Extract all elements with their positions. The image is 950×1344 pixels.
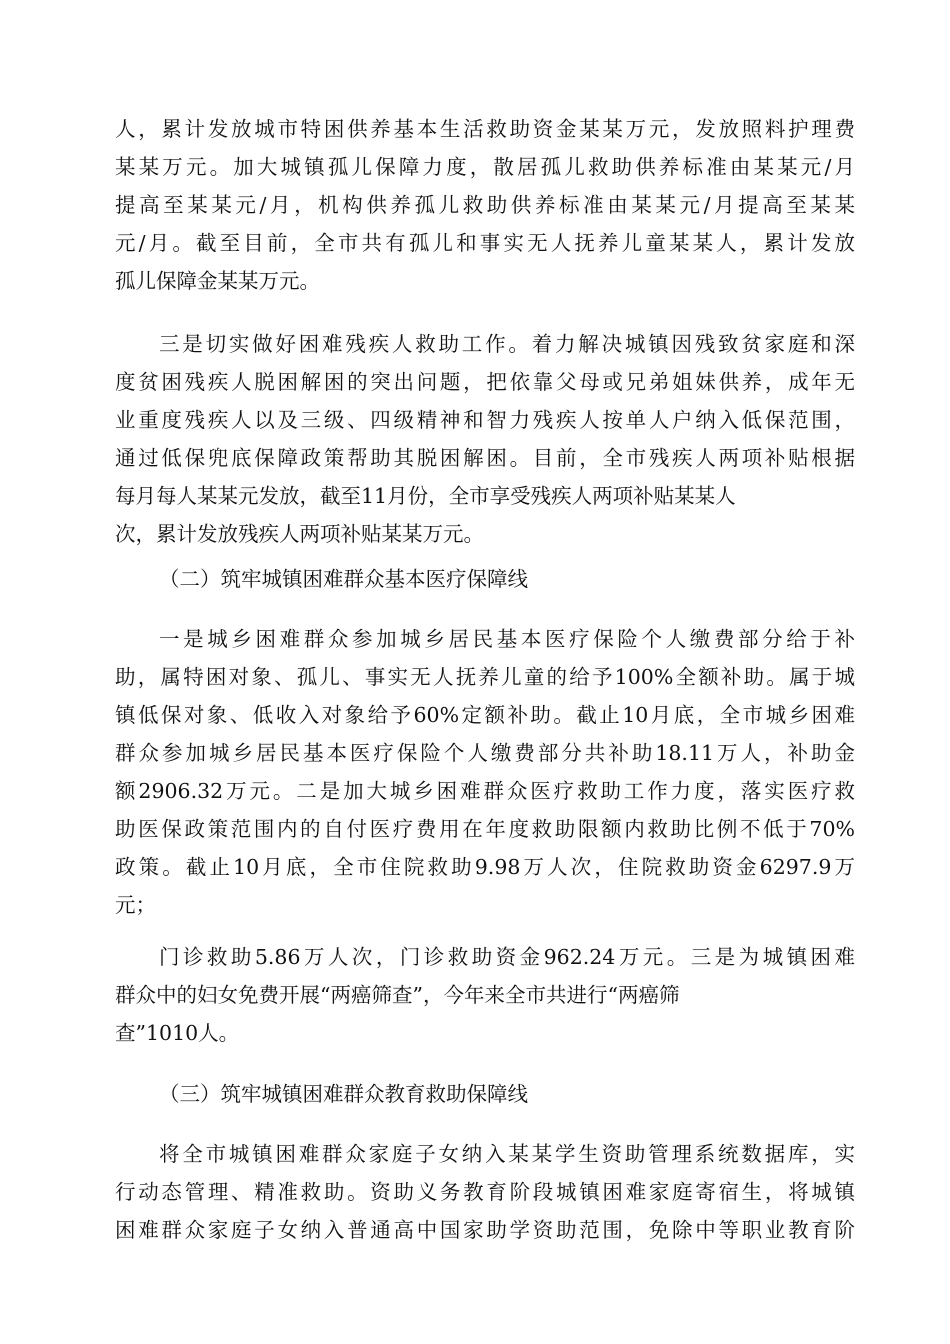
section-heading [115,560,855,598]
paragraph [115,325,855,553]
text-line: 元； [115,893,156,917]
heading-text: （三）筑牢城镇困难群众教育救助保障线 [159,1082,528,1106]
text-line: 门诊救助5.86万人次，门诊救助资金962.24万元。三是为城镇困难 [159,945,855,969]
section-heading [115,1075,855,1113]
text-line: 次，累计发放残疾人两项补贴某某万元。 [115,522,484,546]
text-line: 三是切实做好困难残疾人救助工作。着力解决城镇因残致贫家庭和深 [159,332,855,356]
text-line: 度贫困残疾人脱困解困的突出问题，把依靠父母或兄弟姐妹供养，成年无 [115,370,855,394]
text-line: 查”1010人。 [115,1021,240,1045]
text-line: 助医保政策范围内的自付医疗费用在年度救助限额内救助比例不低于70% [115,817,855,841]
text-line: 政策。截止10月底，全市住院救助9.98万人次，住院救助资金6297.9万 [115,855,855,879]
text-line: 业重度残疾人以及三级、四级精神和智力残疾人按单人户纳入低保范围， [115,408,855,432]
text-line: 一是城乡困难群众参加城乡居民基本医疗保险个人缴费部分给于补 [159,627,855,651]
text-line: 困难群众家庭子女纳入普通高中国家助学资助范围，免除中等职业教育阶 [115,1218,855,1242]
paragraph [115,1135,855,1249]
text-line: 群众中的妇女免费开展“两癌筛查”，今年来全市共进行“两癌筛 [115,983,680,1007]
text-line: 人，累计发放城市特困供养基本生活救助资金某某万元，发放照料护理费 [115,117,855,141]
text-line: 某某万元。加大城镇孤儿保障力度，散居孤儿救助供养标准由某某元/月 [115,155,855,179]
paragraph [115,620,855,924]
text-line: 将全市城镇困难群众家庭子女纳入某某学生资助管理系统数据库，实 [159,1142,855,1166]
text-line: 通过低保兜底保障政策帮助其脱困解困。目前，全市残疾人两项补贴根据 [115,446,855,470]
paragraph [115,938,855,1052]
text-line: 群众参加城乡居民基本医疗保险个人缴费部分共补助18.11万人，补助金 [115,741,855,765]
heading-text: （二）筑牢城镇困难群众基本医疗保障线 [159,567,528,591]
text-line: 每月每人某某元发放，截至11月份，全市享受残疾人两项补贴某某人 [115,484,736,508]
text-line: 镇低保对象、低收入对象给予60%定额补助。截止10月底，全市城乡困难 [115,703,855,727]
text-line: 元/月。截至目前，全市共有孤儿和事实无人抚养儿童某某人，累计发放 [115,231,855,255]
text-line: 助，属特困对象、孤儿、事实无人抚养儿童的给予100%全额补助。属于城 [115,665,855,689]
text-line: 提高至某某元/月，机构供养孤儿救助供养标准由某某元/月提高至某某 [115,193,855,217]
paragraph [115,110,855,300]
text-line: 行动态管理、精准救助。资助义务教育阶段城镇困难家庭寄宿生，将城镇 [115,1180,855,1204]
text-line: 孤儿保障金某某万元。 [115,269,320,293]
text-line: 额2906.32万元。二是加大城乡困难群众医疗救助工作力度，落实医疗救 [115,779,855,803]
